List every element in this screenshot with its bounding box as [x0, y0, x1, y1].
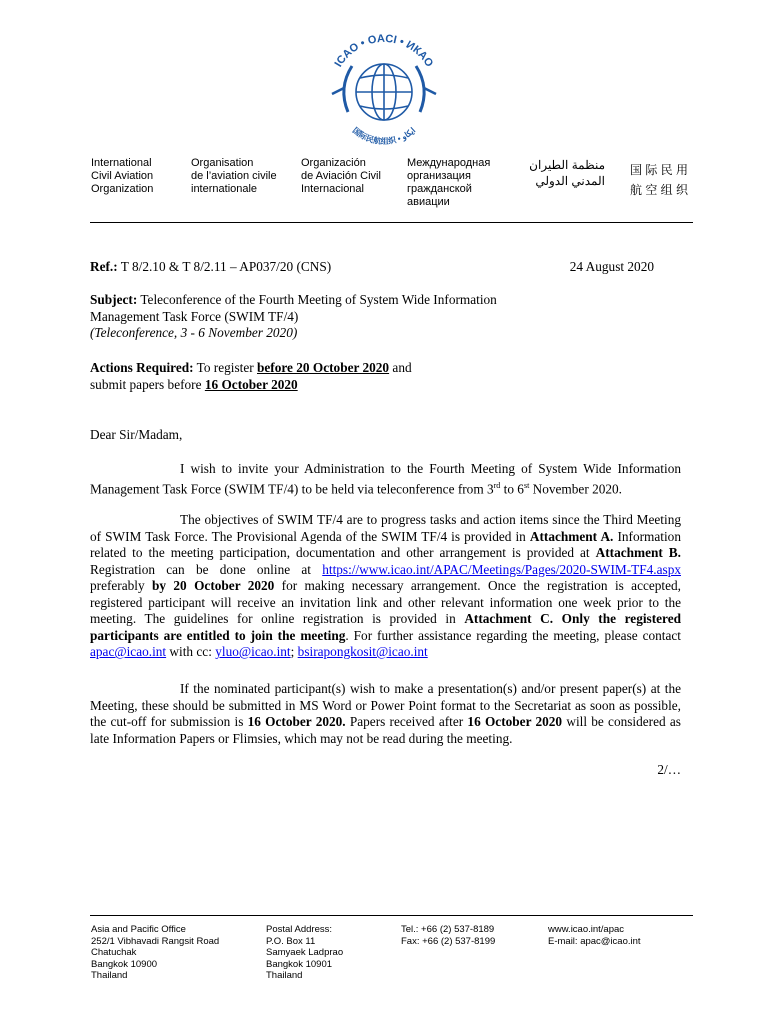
paragraph-text: preferably: [90, 578, 152, 593]
logo-top-text: ICAO • OACI • ИКАО: [332, 32, 436, 70]
paragraph-invitation: [90, 461, 681, 497]
subject-text: Teleconference of the Fourth Meeting of System Wide Information: [137, 292, 497, 307]
paragraph-text: to 6: [500, 480, 524, 496]
header-line: منظمة الطيران: [529, 158, 605, 172]
header-line: 国 际 民 用: [630, 163, 689, 177]
header-arabic: [525, 157, 605, 189]
footer-line: 252/1 Vibhavadi Rangsit Road: [91, 935, 220, 947]
footer-postal-address: [266, 924, 343, 982]
header-french: [191, 157, 277, 196]
actions-label: Actions Required:: [90, 360, 194, 375]
attachment-c-ref: Attachment C. Only the registered participants are entitled to join the meeting: [90, 611, 681, 643]
header-line: 航 空 组 织: [630, 183, 689, 197]
paragraph-text: with cc:: [166, 644, 216, 659]
header-line: Международная: [407, 157, 491, 169]
paragraph-text: Papers received after: [345, 714, 468, 729]
footer-line: Asia and Pacific Office: [91, 924, 186, 935]
ordinal-suffix: rd: [493, 480, 501, 490]
cutoff-date: 16 October 2020: [467, 714, 563, 729]
actions-required: [90, 360, 681, 393]
subject-block: [90, 292, 681, 342]
paragraph-text: will be considered as late Information Papers or Flimsies, which may not be read during the meeting.: [90, 714, 681, 746]
header-line: Organisation: [191, 157, 254, 169]
svg-text:国际民航组织 • ايكاو: [351, 125, 418, 146]
footer-line: Postal Address:: [266, 924, 333, 935]
attachment-b-ref: Attachment B.: [595, 545, 681, 560]
paper-deadline: 16 October 2020: [204, 376, 298, 392]
header-divider: [90, 222, 693, 223]
header-line: Organization: [91, 183, 154, 195]
footer-line: Thailand: [91, 970, 128, 981]
letter-date: 24 August 2020: [569, 259, 654, 274]
header-chinese: [630, 160, 688, 200]
header-russian: [407, 157, 490, 209]
actions-text: submit papers before: [90, 376, 205, 392]
footer-line: Tel.: +66 (2) 537-8189: [401, 924, 495, 935]
ordinal-suffix: st: [523, 480, 530, 490]
attachment-a-ref: Attachment A.: [529, 528, 614, 544]
subject-label: Subject:: [90, 292, 138, 307]
paragraph-text: If the nominated participant(s) wish to make a presentation(s) and/or present paper(s) at the Meeting, these should be submitted in MS Word or Power Point format to the Secretariat as soon as possible, the cut-off for submission is: [90, 681, 681, 729]
paragraph-text: November 2020.: [529, 480, 622, 496]
paragraph-papers: [90, 681, 681, 747]
footer-office-address: [91, 924, 219, 982]
footer-divider: [90, 915, 693, 916]
header-line: авиации: [407, 196, 450, 208]
footer-email[interactable]: E-mail: apac@icao.int: [548, 935, 641, 947]
footer-line: Thailand: [266, 970, 303, 981]
footer-line: Samyaek Ladprao: [266, 947, 344, 958]
footer-line: Fax: +66 (2) 537-8199: [401, 935, 496, 947]
header-line: Internacional: [301, 183, 364, 195]
header-line: de l’aviation civile: [191, 170, 277, 182]
salutation: Dear Sir/Madam,: [90, 427, 183, 442]
footer-website[interactable]: www.icao.int/apac: [548, 924, 625, 935]
page-continuation-marker: 2/…: [657, 762, 681, 777]
footer-line: Bangkok 10901: [266, 958, 333, 970]
footer-line: Bangkok 10900: [91, 958, 158, 970]
header-english: [91, 157, 153, 196]
paragraph-text: The objectives of SWIM TF/4 are to progress tasks and action items since the Third Meeting of SWIM Task Force. The Provisional Agenda of the SWIM TF/4 is provided in: [90, 512, 681, 544]
paragraph-text: ;: [290, 644, 298, 659]
paragraph-text: for making necessary arrangement. Once the registration is accepted, registered participant will receive an invitation link and other relevant information one week prior to the meeting. The guidelines for online registration is provided in: [90, 578, 681, 626]
ref-value: T 8/2.10 & T 8/2.11 – AP037/20 (CNS): [117, 259, 332, 274]
paragraph-text: Information related to the meeting participation, documentation and other arrangement is provided at: [90, 528, 681, 560]
header-line: Civil Aviation: [91, 170, 154, 182]
actions-text: and: [389, 360, 412, 375]
header-spanish: [301, 157, 381, 196]
paragraph-objectives: [90, 512, 681, 661]
subject-venue: (Teleconference, 3 - 6 November 2020): [90, 325, 298, 340]
bsirapongkosit-email-link[interactable]: bsirapongkosit@icao.int: [297, 644, 428, 659]
footer-line: Chatuchak: [91, 947, 137, 958]
apac-email-link[interactable]: apac@icao.int: [90, 644, 167, 659]
logo-bottom-text: 国际民航组织 • ايكاو: [350, 125, 418, 147]
registration-link[interactable]: https://www.icao.int/APAC/Meetings/Pages/2020-SWIM-TF4.aspx: [322, 561, 681, 577]
cutoff-date: 16 October 2020.: [247, 714, 346, 729]
header-line: International: [91, 157, 152, 169]
paragraph-text: . For further assistance regarding the meeting, please contact: [345, 627, 681, 643]
footer-web: [548, 924, 641, 947]
header-line: المدني الدولي: [535, 174, 605, 188]
header-line: Organización: [301, 157, 366, 169]
yluo-email-link[interactable]: yluo@icao.int: [215, 644, 291, 659]
ref-label: Ref.:: [90, 259, 118, 274]
subject-text: Management Task Force (SWIM TF/4): [90, 308, 299, 324]
actions-text: To register: [193, 360, 257, 375]
paragraph-text: Registration can be done online at: [90, 561, 323, 577]
paragraph-text: I wish to invite your Administration to the Fourth Meeting of System Wide Information Management Task Force (SWIM TF/4) to be held via teleconference from 3: [90, 461, 681, 496]
header-line: de Aviación Civil: [301, 170, 381, 182]
header-line: гражданской: [407, 183, 472, 195]
registration-deadline-text: by 20 October 2020: [152, 578, 275, 593]
header-line: internationale: [191, 183, 258, 195]
icao-logo: [318, 28, 450, 150]
footer-line: P.O. Box 11: [266, 935, 316, 947]
header-line: организация: [407, 170, 471, 182]
footer-phone: [401, 924, 495, 947]
registration-deadline: before 20 October 2020: [257, 360, 390, 375]
